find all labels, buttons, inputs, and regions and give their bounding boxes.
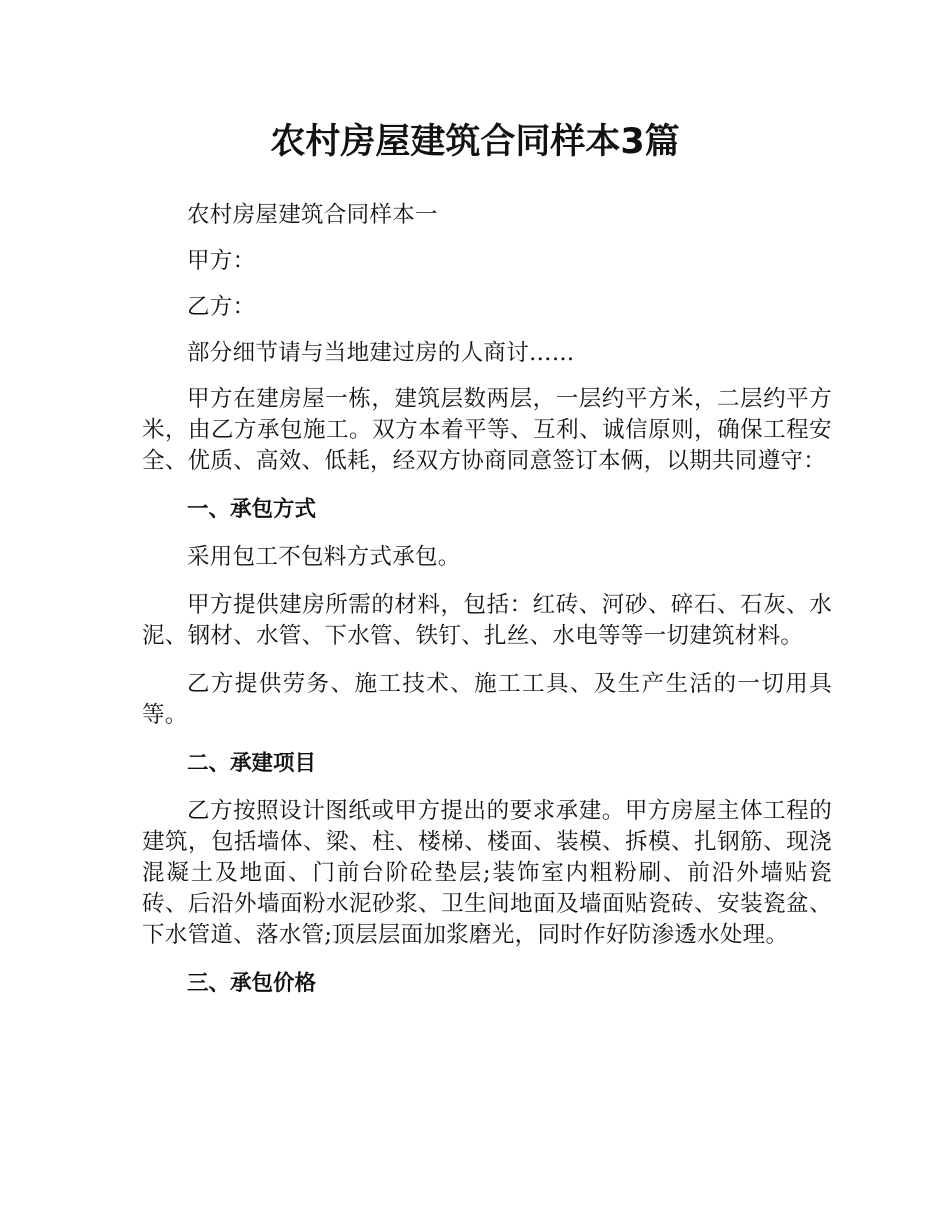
section-heading-contract-method: 一、承包方式 xyxy=(187,497,317,522)
materials-paragraph: 甲方提供建房所需的材料，包括：红砖、河砂、碎石、石灰、水泥、钢材、水管、下水管、铁钉、扎丝、水电等等一切建筑材料。 xyxy=(142,592,832,649)
project-scope-paragraph: 乙方按照设计图纸或甲方提出的要求承建。甲方房屋主体工程的建筑，包括墙体、梁、柱、楼梯、楼面、装模、拆模、扎钢筋、现浇混凝土及地面、门前台阶砼垫层;装饰室内粗粉刷、前沿外墙贴瓷砖、后沿外墙面粉水泥砂浆、卫生间地面及墙面贴瓷砖、安装瓷盆、下水管道、落水管;顶层层面加浆磨光，同时作好防渗透水处理。 xyxy=(142,798,832,948)
contract-method-paragraph: 采用包工不包料方式承包。 xyxy=(187,544,461,570)
party-b-line: 乙方： xyxy=(187,294,256,320)
section-subtitle: 农村房屋建筑合同样本一 xyxy=(187,202,438,228)
labor-paragraph: 乙方提供劳务、施工技术、施工工具、及生产生活的一切用具等。 xyxy=(142,671,832,728)
note-paragraph: 部分细节请与当地建过房的人商讨…… xyxy=(187,340,575,366)
party-a-line: 甲方： xyxy=(187,248,256,274)
section-heading-project-scope: 二、承建项目 xyxy=(187,751,317,776)
section-heading-price: 三、承包价格 xyxy=(187,971,317,996)
document-title: 农村房屋建筑合同样本3篇 xyxy=(270,122,680,162)
document-body xyxy=(142,200,832,1016)
intro-paragraph: 甲方在建房屋一栋，建筑层数两层，一层约平方米，二层约平方米，由乙方承包施工。双方本着平等、互利、诚信原则，确保工程安全、优质、高效、低耗，经双方协商同意签订本俩，以期共同遵守： xyxy=(142,386,832,474)
